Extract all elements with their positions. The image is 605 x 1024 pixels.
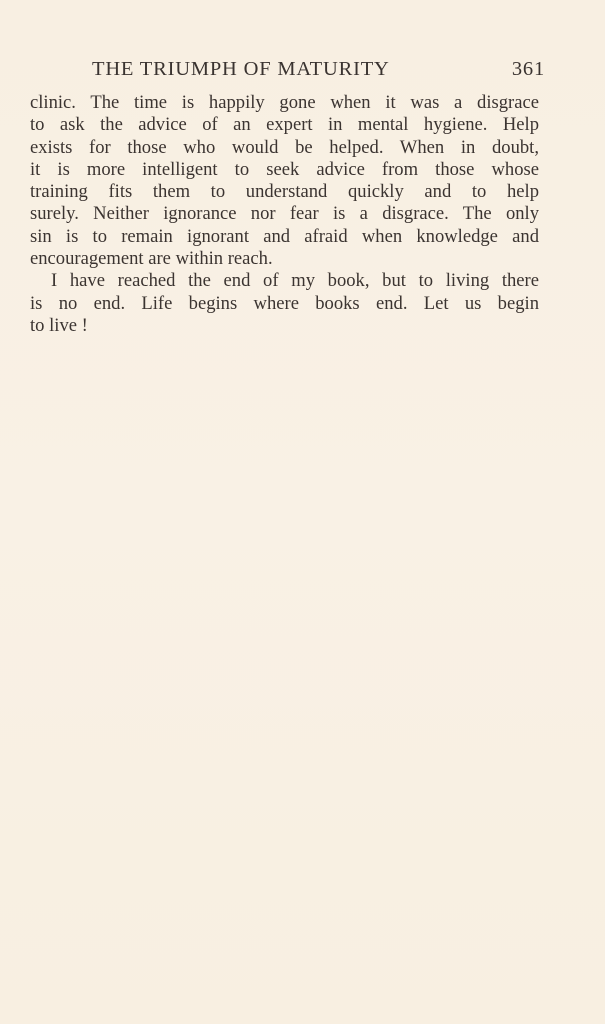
body-text <box>30 92 539 337</box>
text-line: sin is to remain ignorant and afraid when knowledge and <box>30 225 539 247</box>
paragraph-2 <box>30 270 539 337</box>
running-title: THE TRIUMPH OF MATURITY <box>92 58 390 80</box>
text-line: it is more intelligent to seek advice from those whose <box>30 158 539 180</box>
text-line: surely. Neither ignorance nor fear is a disgrace. The only <box>30 203 539 225</box>
text-line: is no end. Life begins where books end. Let us begin <box>30 292 539 314</box>
text-line: exists for those who would be helped. When in doubt, <box>30 136 539 158</box>
text-line: encouragement are within reach. <box>30 248 273 270</box>
text-line: to ask the advice of an expert in mental hygiene. Help <box>30 114 539 136</box>
text-line: to live ! <box>30 314 88 336</box>
page-number: 361 <box>511 58 545 80</box>
paragraph-1 <box>30 92 539 270</box>
text-line: clinic. The time is happily gone when it was a disgrace <box>30 92 539 113</box>
text-line: I have reached the end of my book, but to living there <box>51 270 539 292</box>
text-line: training fits them to understand quickly and to help <box>30 181 539 203</box>
